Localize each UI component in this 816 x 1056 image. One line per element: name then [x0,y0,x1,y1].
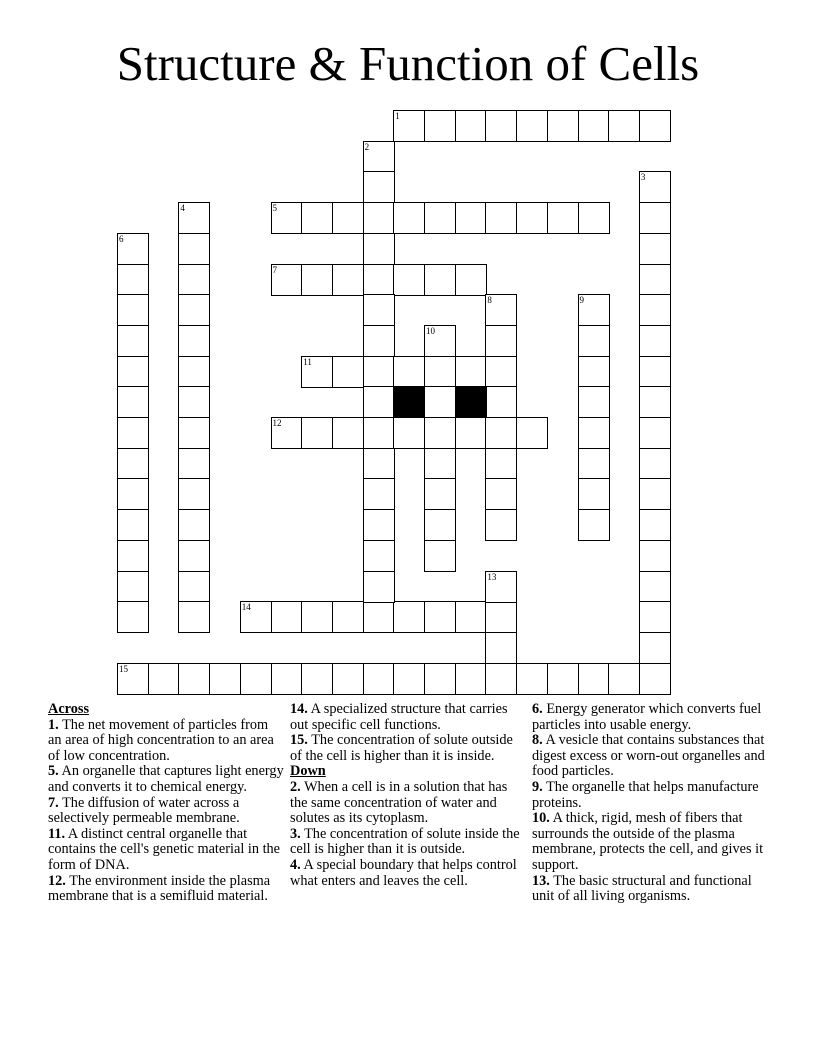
clue-number: 5. [48,763,59,780]
grid-cell[interactable] [485,571,517,603]
grid-cell[interactable] [639,478,671,510]
grid-cell[interactable] [639,632,671,664]
grid-cell[interactable] [393,110,425,142]
grid-cell[interactable] [271,264,303,296]
grid-cell[interactable] [178,417,210,449]
grid-cell[interactable] [455,202,487,234]
grid-cell[interactable] [393,417,425,449]
grid-cell[interactable] [393,202,425,234]
grid-cell[interactable] [424,264,456,296]
grid-cell[interactable] [455,663,487,695]
grid-cell[interactable] [578,663,610,695]
grid-cell[interactable] [363,294,395,326]
clue-text: The basic structural and functional unit of all living organisms. [532,872,752,905]
grid-cell[interactable] [363,540,395,572]
grid-cell[interactable] [485,356,517,388]
grid-cell[interactable] [117,417,149,449]
clue-number: 2. [290,778,301,795]
grid-cell[interactable] [639,571,671,603]
grid-cell[interactable] [178,325,210,357]
grid-cell[interactable] [178,386,210,418]
grid-cell[interactable] [424,325,456,357]
clue-text: The organelle that helps manufacture proteins. [532,778,759,811]
grid-cell[interactable] [301,264,333,296]
grid-cell[interactable] [271,202,303,234]
clue-text: A thick, rigid, mesh of fibers that surrounds the outside of the plasma membrane, protects the cell, and gives it support. [532,810,764,873]
clue-text: A special boundary that helps control what enters and leaves the cell. [290,856,517,889]
grid-cell[interactable] [363,663,395,695]
grid-cell[interactable] [117,294,149,326]
clue-across-15 [290,733,526,764]
grid-cell[interactable] [639,294,671,326]
grid-cell[interactable] [516,202,548,234]
clue-across-1 [48,718,284,765]
grid-cell[interactable] [363,171,395,203]
grid-cell[interactable] [485,478,517,510]
cell-number: 4 [180,203,185,214]
grid-cell[interactable] [363,448,395,480]
grid-cell[interactable] [178,202,210,234]
grid-cell[interactable] [271,417,303,449]
grid-cell[interactable] [578,294,610,326]
grid-cell[interactable] [424,356,456,388]
grid-cell[interactable] [117,233,149,265]
cell-number: 14 [241,602,251,613]
grid-cell[interactable] [178,233,210,265]
grid-cell[interactable] [178,601,210,633]
grid-cell[interactable] [117,356,149,388]
grid-cell[interactable] [516,110,548,142]
grid-cell[interactable] [455,264,487,296]
grid-cell[interactable] [424,540,456,572]
grid-cell[interactable] [547,202,579,234]
grid-cell[interactable] [639,264,671,296]
page-title: Structure & Function of Cells [116,36,700,91]
clue-down-10 [532,811,772,873]
grid-cell[interactable] [639,417,671,449]
grid-cell[interactable] [639,509,671,541]
cell-number: 1 [395,111,400,121]
grid-cell[interactable] [639,663,671,695]
grid-cell[interactable] [301,356,333,388]
grid-cell[interactable] [639,233,671,265]
clue-across-12 [48,874,284,905]
clue-text: The environment inside the plasma membrane that is a semifluid material. [48,872,271,905]
grid-cell[interactable] [117,601,149,633]
grid-cell[interactable] [301,417,333,449]
grid-cell[interactable] [332,601,364,633]
grid-cell[interactable] [393,264,425,296]
clue-number: 8. [532,732,543,749]
grid-cell[interactable] [639,386,671,418]
clue-down-4 [290,858,526,889]
cell-number: 7 [272,264,277,275]
grid-cell[interactable] [117,478,149,510]
grid-cell[interactable] [424,448,456,480]
grid-cell[interactable] [485,448,517,480]
grid-cell[interactable] [485,632,517,664]
across-heading: Across [48,701,90,717]
grid-cell[interactable] [209,663,241,695]
grid-cell[interactable] [485,417,517,449]
clue-number: 7. [48,794,59,811]
grid-cell[interactable] [393,663,425,695]
grid-cell[interactable] [455,356,487,388]
clue-number: 3. [290,825,301,842]
clue-down-9 [532,780,772,811]
clue-number: 4. [290,856,301,873]
clue-across-14 [290,702,526,733]
clue-number: 15. [290,732,308,749]
grid-cell[interactable] [301,663,333,695]
clue-text: The concentration of solute inside the cell is higher than it is outside. [290,825,520,858]
clue-column-2 [290,702,526,889]
clue-across-11 [48,827,284,874]
grid-cell[interactable] [393,356,425,388]
clue-down-3 [290,827,526,858]
grid-cell[interactable] [363,601,395,633]
grid-cell[interactable] [178,478,210,510]
clue-text: A vesicle that contains substances that digest excess or worn-out organelles and food particles. [532,732,765,780]
grid-cell[interactable] [363,325,395,357]
cell-number: 11 [303,356,312,367]
clue-text: When a cell is in a solution that has the same concentration of water and solutes as its cytoplasm. [290,778,508,827]
grid-cell[interactable] [639,171,671,203]
grid-cell[interactable] [117,448,149,480]
cell-number: 10 [426,325,435,336]
grid-cell[interactable] [240,601,272,633]
grid-cell[interactable] [424,509,456,541]
grid-cell[interactable] [578,509,610,541]
grid-cell[interactable] [178,571,210,603]
grid-cell[interactable] [485,202,517,234]
grid-cell[interactable] [455,417,487,449]
grid-cell[interactable] [516,663,548,695]
grid-cell[interactable] [178,540,210,572]
grid-cell[interactable] [117,571,149,603]
clue-across-7 [48,796,284,827]
grid-cell[interactable] [516,417,548,449]
clue-number: 1. [48,716,59,733]
grid-cell[interactable] [117,264,149,296]
grid-cell[interactable] [148,663,180,695]
clue-across-5 [48,764,284,795]
grid-cell[interactable] [485,325,517,357]
cell-number: 3 [640,172,646,183]
cell-number: 15 [119,663,128,674]
grid-cell[interactable] [639,325,671,357]
clue-text: Energy generator which converts fuel particles into usable energy. [532,701,762,733]
grid-cell[interactable] [639,601,671,633]
grid-cell[interactable] [485,663,517,695]
clue-text: The diffusion of water across a selectively permeable membrane. [48,794,240,827]
grid-cell[interactable] [578,417,610,449]
grid-cell[interactable] [547,110,579,142]
cell-number: 12 [272,418,282,428]
grid-cell[interactable] [332,264,364,296]
grid-cell[interactable] [608,110,640,142]
grid-cell[interactable] [178,264,210,296]
grid-cell[interactable] [178,448,210,480]
grid-cell[interactable] [332,663,364,695]
grid-cell[interactable] [578,110,610,142]
grid-cell[interactable] [117,663,149,695]
grid-cell[interactable] [363,509,395,541]
clue-down-13 [532,874,772,905]
grid-cell[interactable] [485,294,517,326]
grid-cell[interactable] [455,601,487,633]
grid-cell[interactable] [363,233,395,265]
grid-cell[interactable] [332,417,364,449]
grid-cell[interactable] [608,663,640,695]
clue-number: 12. [48,872,66,889]
clue-text: An organelle that captures light energy and converts it to chemical energy. [48,763,284,795]
cell-number: 2 [364,141,370,152]
clue-number: 9. [532,778,543,795]
cell-number: 9 [579,295,584,306]
grid-cell[interactable] [117,509,149,541]
grid-cell[interactable] [639,110,671,142]
grid-cell[interactable] [578,202,610,234]
down-heading: Down [290,763,326,780]
grid-cell[interactable] [485,601,517,633]
grid-cell[interactable] [271,663,303,695]
grid-cell[interactable] [424,202,456,234]
grid-cell[interactable] [424,663,456,695]
grid-cell[interactable] [363,141,395,173]
grid-cell[interactable] [332,356,364,388]
grid-cell[interactable] [578,356,610,388]
grid-cell[interactable] [455,110,487,142]
cell-number: 6 [119,233,124,244]
grid-cell[interactable] [332,202,364,234]
grid-cell[interactable] [424,386,456,418]
black-cell [455,386,487,418]
grid-cell[interactable] [485,386,517,418]
grid-cell[interactable] [271,601,303,633]
clue-down-2 [290,780,526,827]
grid-cell[interactable] [117,540,149,572]
grid-cell[interactable] [178,356,210,388]
black-cell [393,386,425,418]
clue-text: The concentration of solute outside of the cell is higher than it is inside. [290,732,513,764]
grid-cell[interactable] [363,386,395,418]
grid-cell[interactable] [485,110,517,142]
grid-cell[interactable] [117,386,149,418]
grid-cell[interactable] [424,601,456,633]
clue-down-6 [532,702,772,733]
clue-text: The net movement of particles from an area of high concentration to an area of low concentration. [48,716,274,764]
cell-number: 5 [272,203,277,214]
grid-cell[interactable] [178,509,210,541]
grid-cell[interactable] [639,356,671,388]
grid-cell[interactable] [363,202,395,234]
clue-number: 6. [532,701,543,717]
grid-cell[interactable] [363,478,395,510]
grid-cell[interactable] [424,110,456,142]
grid-cell[interactable] [363,264,395,296]
grid-cell[interactable] [578,448,610,480]
grid-cell[interactable] [301,202,333,234]
grid-cell[interactable] [178,294,210,326]
grid-cell[interactable] [363,356,395,388]
grid-cell[interactable] [547,663,579,695]
grid-cell[interactable] [639,448,671,480]
grid-cell[interactable] [301,601,333,633]
grid-cell[interactable] [178,663,210,695]
grid-cell[interactable] [393,601,425,633]
clue-text: A distinct central organelle that contains the cell's genetic material in the form of DNA. [48,825,281,873]
grid-cell[interactable] [639,202,671,234]
grid-cell[interactable] [424,478,456,510]
clue-down-8 [532,733,772,780]
grid-cell[interactable] [578,325,610,357]
grid-cell[interactable] [639,540,671,572]
grid-cell[interactable] [424,417,456,449]
cell-number: 13 [487,571,497,582]
grid-cell[interactable] [240,663,272,695]
grid-cell[interactable] [117,325,149,357]
clue-column-1 [48,702,284,905]
clue-text: A specialized structure that carries out specific cell functions. [290,701,508,733]
cell-number: 8 [487,295,492,306]
clue-column-3 [532,702,772,905]
grid-cell[interactable] [363,571,395,603]
grid-cell[interactable] [363,417,395,449]
clue-number: 10. [532,810,550,827]
clue-number: 11. [48,825,66,842]
clue-number: 14. [290,701,308,717]
grid-cell[interactable] [578,478,610,510]
grid-cell[interactable] [485,509,517,541]
clue-number: 13. [532,872,550,889]
grid-cell[interactable] [578,386,610,418]
